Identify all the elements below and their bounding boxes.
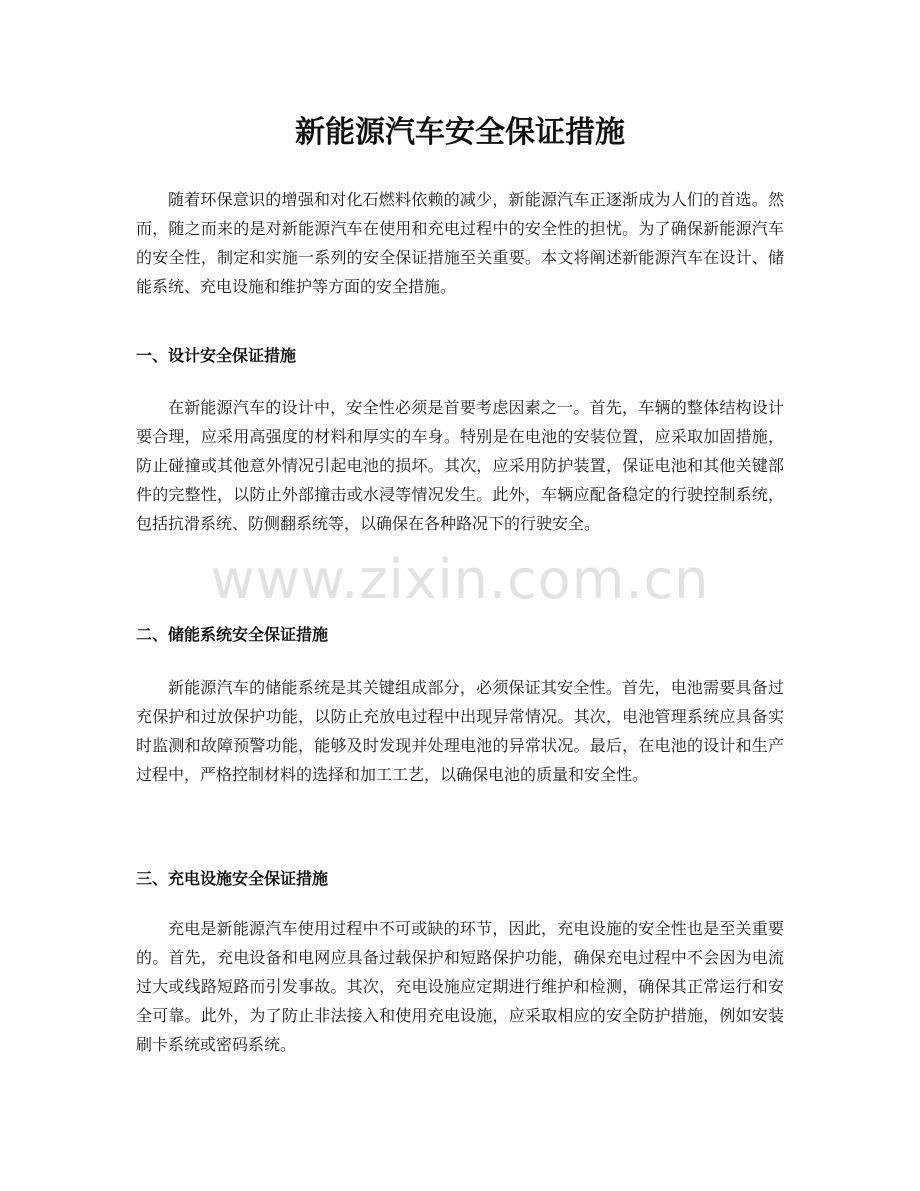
section-heading-charging: 三、充电设施安全保证措施 <box>136 869 329 888</box>
section-body-storage: 新能源汽车的储能系统是其关键组成部分，必须保证其安全性。首先，电池需要具备过充保护和过放保护功能，以防止充放电过程中出现异常情况。其次，电池管理系统应具备实时监测和故障预警功能，能够及时发现并处理电池的异常状况。最后，在电池的设计和生产过程中，严格控制材料的选择和加工工艺，以确保电池的质量和安全性。 <box>136 678 784 784</box>
section-heading-design: 一、设计安全保证措施 <box>136 346 297 365</box>
section-heading-storage: 二、储能系统安全保证措施 <box>136 625 329 644</box>
section-body-charging: 充电是新能源汽车使用过程中不可或缺的环节，因此，充电设施的安全性也是至关重要的。首先，充电设备和电网应具备过载保护和短路保护功能，确保充电过程中不会因为电流过大或线路短路而引发事故。其次，充电设施应定期进行维护和检测，确保其正常运行和安全可靠。此外，为了防止非法接入和使用充电设施，应采取相应的安全防护措施，例如安装刷卡系统或密码系统。 <box>136 919 784 1054</box>
document-title: 新能源汽车安全保证措施 <box>295 115 625 150</box>
intro-paragraph: 随着环保意识的增强和对化石燃料依赖的减少，新能源汽车正逐渐成为人们的首选。然而，随之而来的是对新能源汽车在使用和充电过程中的安全性的担忧。为了确保新能源汽车的安全性，制定和实施一系列的安全保证措施至关重要。本文将阐述新能源汽车在设计、储能系统、充电设施和维护等方面的安全措施。 <box>136 190 784 296</box>
section-body-design: 在新能源汽车的设计中，安全性必须是首要考虑因素之一。首先，车辆的整体结构设计要合理，应采用高强度的材料和厚实的车身。特别是在电池的安装位置，应采取加固措施，防止碰撞或其他意外情况引起电池的损坏。其次，应采用防护装置，保证电池和其他关键部件的完整性，以防止外部撞击或水浸等情况发生。此外，车辆应配备稳定的行驶控制系统，包括抗滑系统、防侧翻系统等，以确保在各种路况下的行驶安全。 <box>136 398 784 533</box>
watermark: www.zixin.com.cn <box>210 548 710 611</box>
